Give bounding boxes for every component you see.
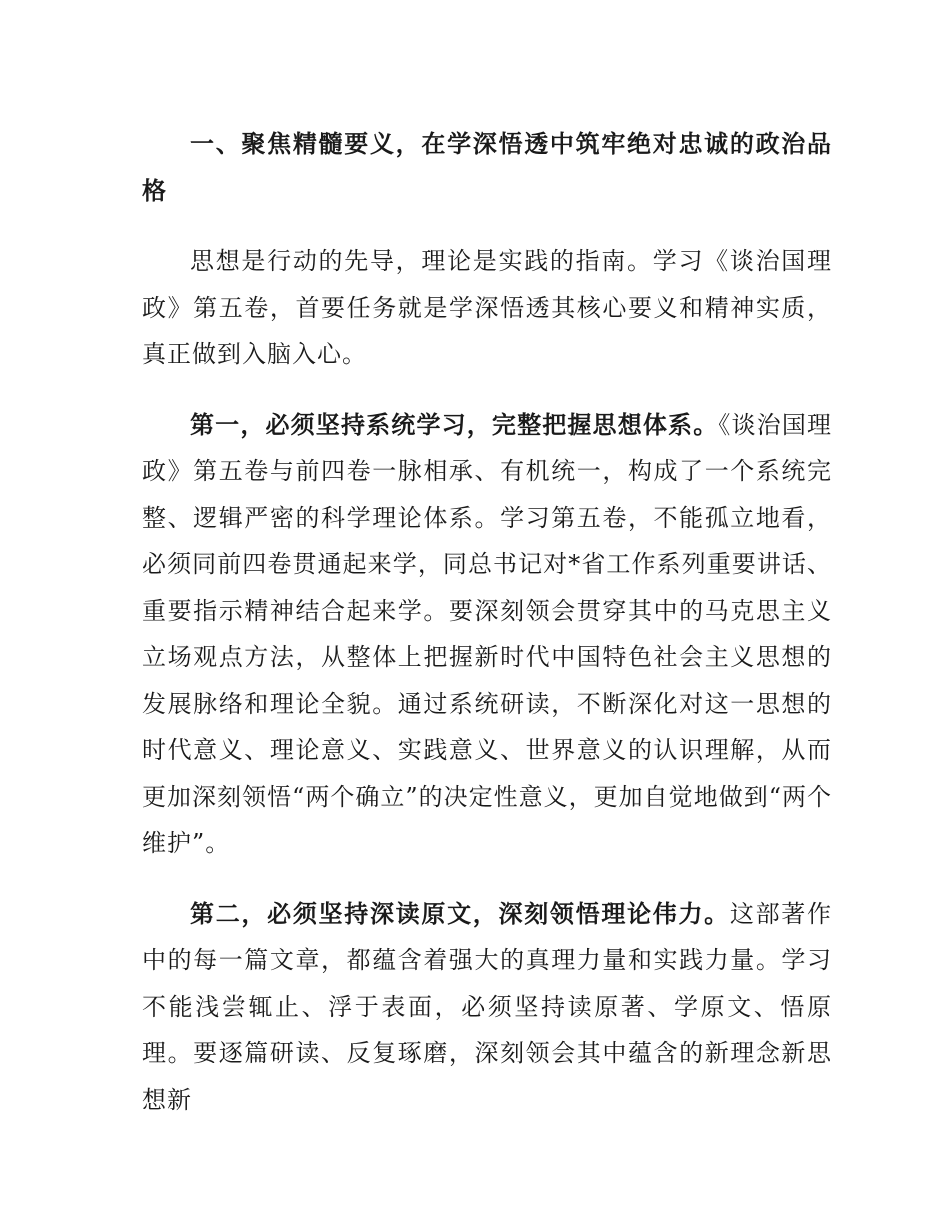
point-2-paragraph: [142, 891, 832, 1124]
point-1-lead: 第一，必须坚持系统学习，完整把握思想体系。: [190, 410, 719, 439]
point-2-body: 这部著作中的每一篇文章，都蕴含着强大的真理力量和实践力量。学习不能浅尝辄止、浮于表面，必须坚持读原著、学原文、悟原理。要逐篇研读、反复琢磨，深刻领会其中蕴含的新理念新思想新: [142, 899, 832, 1114]
section-heading: 一、聚焦精髓要义，在学深悟透中筑牢绝对忠诚的政治品格: [142, 130, 832, 205]
point-2-lead: 第二，必须坚持深读原文，深刻领悟理论伟力。: [190, 899, 730, 928]
point-1-body: 《谈治国理政》第五卷与前四卷一脉相承、有机统一，构成了一个系统完整、逻辑严密的科学理论体系。学习第五卷，不能孤立地看，必须同前四卷贯通起来学，同总书记对*省工作系列重要讲话、重要指示精神结合起来学。要深刻领会贯穿其中的马克思主义立场观点方法，从整体上把握新时代中国特色社会主义思想的发展脉络和理论全貌。通过系统研读，不断深化对这一思想的时代意义、理论意义、实践意义、世界意义的认识理解，从而更加深刻领悟“两个确立”的决定性意义，更加自觉地做到“两个维护”。: [142, 410, 832, 857]
point-1-paragraph: [142, 402, 832, 867]
intro-paragraph: 思想是行动的先导，理论是实践的指南。学习《谈治国理政》第五卷，首要任务就是学深悟透其核心要义和精神实质，真正做到入脑入心。: [142, 247, 832, 368]
document-body: [142, 121, 832, 1147]
